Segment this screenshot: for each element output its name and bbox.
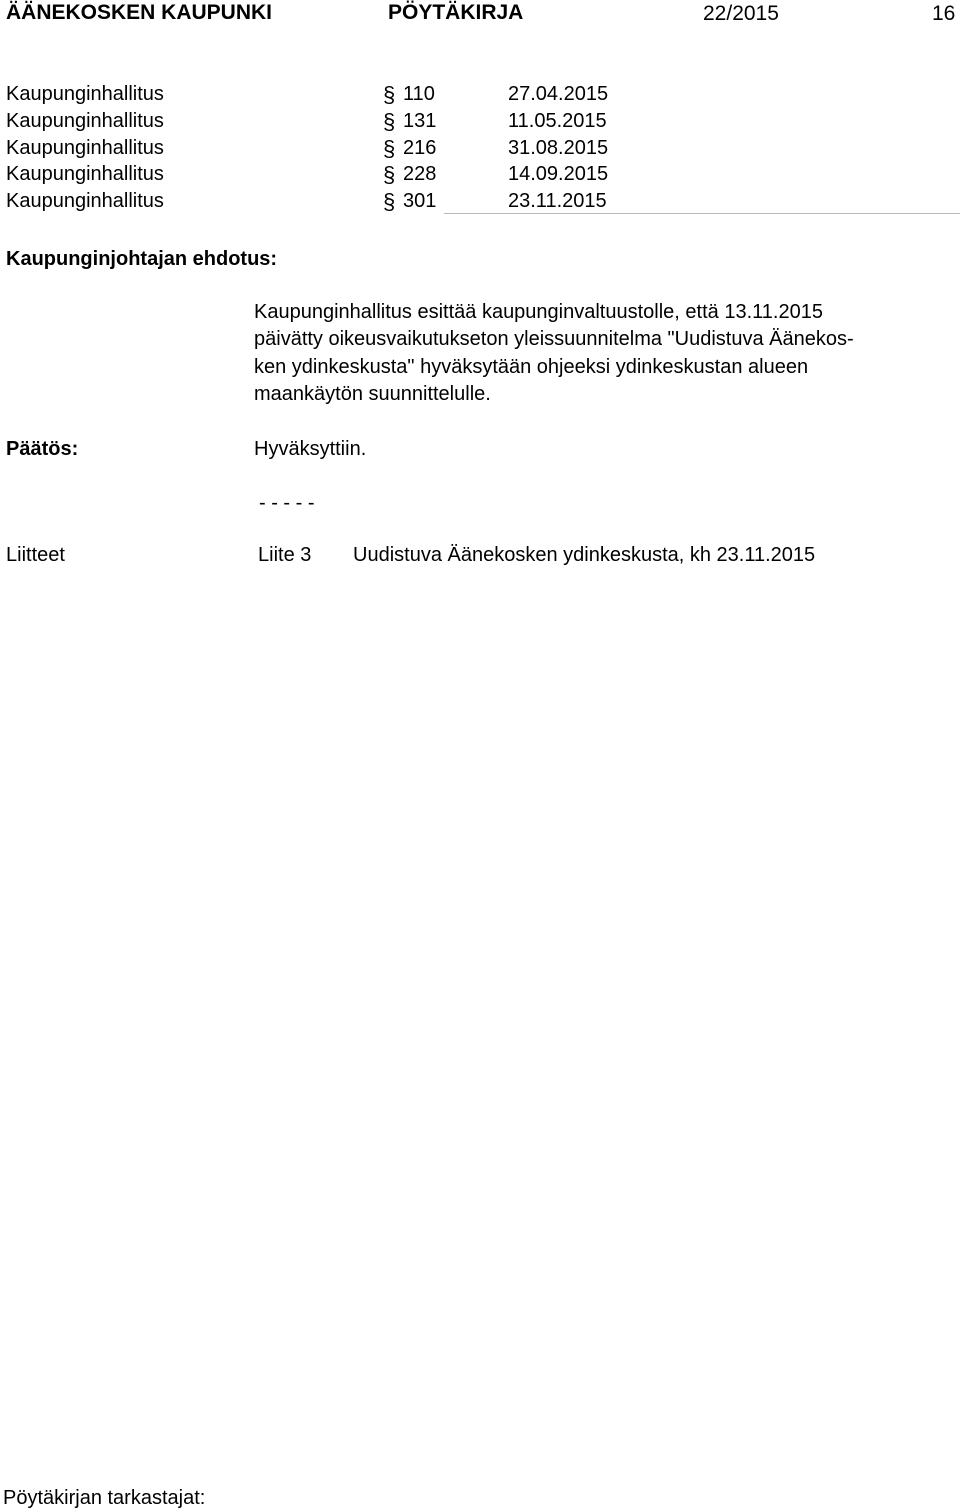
- history-body: Kaupunginhallitus: [6, 110, 164, 132]
- decision-label: Päätös:: [6, 438, 79, 460]
- attachment-title: Uudistuva Äänekosken ydinkeskusta, kh 23.11.2015: [353, 544, 816, 566]
- history-body: Kaupunginhallitus: [6, 137, 164, 159]
- section-sign-icon: §: [383, 136, 396, 161]
- history-section-number: 216: [403, 137, 437, 159]
- section-sign-icon: §: [383, 82, 396, 107]
- history-section-number: 131: [403, 110, 437, 132]
- page-number: 16: [932, 2, 956, 25]
- history-section-number: 301: [403, 190, 437, 212]
- attachment-id: Liite 3: [258, 544, 312, 566]
- proposal-text: [254, 299, 954, 408]
- history-date: 31.08.2015: [508, 137, 609, 159]
- history-date: 14.09.2015: [508, 163, 609, 185]
- section-sign-icon: §: [383, 162, 396, 187]
- history-body: Kaupunginhallitus: [6, 83, 164, 105]
- history-body: Kaupunginhallitus: [6, 163, 164, 185]
- organization-name: ÄÄNEKOSKEN KAUPUNKI: [6, 1, 273, 24]
- footer-label: Pöytäkirjan tarkastajat:: [3, 1487, 206, 1509]
- attachments-label: Liitteet: [6, 544, 65, 566]
- separator: - - - - -: [259, 492, 315, 514]
- section-divider: [444, 213, 960, 214]
- proposal-line: ken ydinkeskusta" hyväksytään ohjeeksi ydinkeskustan alueen: [254, 355, 809, 378]
- history-section-number: 110: [403, 83, 435, 105]
- proposal-line: maankäytön suunnittelulle.: [254, 382, 491, 405]
- section-sign-icon: §: [383, 189, 396, 214]
- decision-text: Hyväksyttiin.: [254, 438, 367, 460]
- proposal-line: päivätty oikeusvaikutukseton yleissuunnitelma "Uudistuva Äänekos-: [254, 328, 854, 351]
- document-type: PÖYTÄKIRJA: [388, 1, 524, 24]
- history-date: 11.05.2015: [508, 110, 607, 132]
- history-date: 27.04.2015: [508, 83, 609, 105]
- proposal-line: Kaupunginhallitus esittää kaupunginvaltuustolle, että 13.11.2015: [254, 301, 823, 323]
- history-section-number: 228: [403, 163, 437, 185]
- section-sign-icon: §: [383, 109, 396, 134]
- history-date: 23.11.2015: [508, 190, 607, 212]
- proposal-label: Kaupunginjohtajan ehdotus:: [6, 248, 278, 270]
- document-number: 22/2015: [703, 2, 779, 25]
- history-body: Kaupunginhallitus: [6, 190, 164, 212]
